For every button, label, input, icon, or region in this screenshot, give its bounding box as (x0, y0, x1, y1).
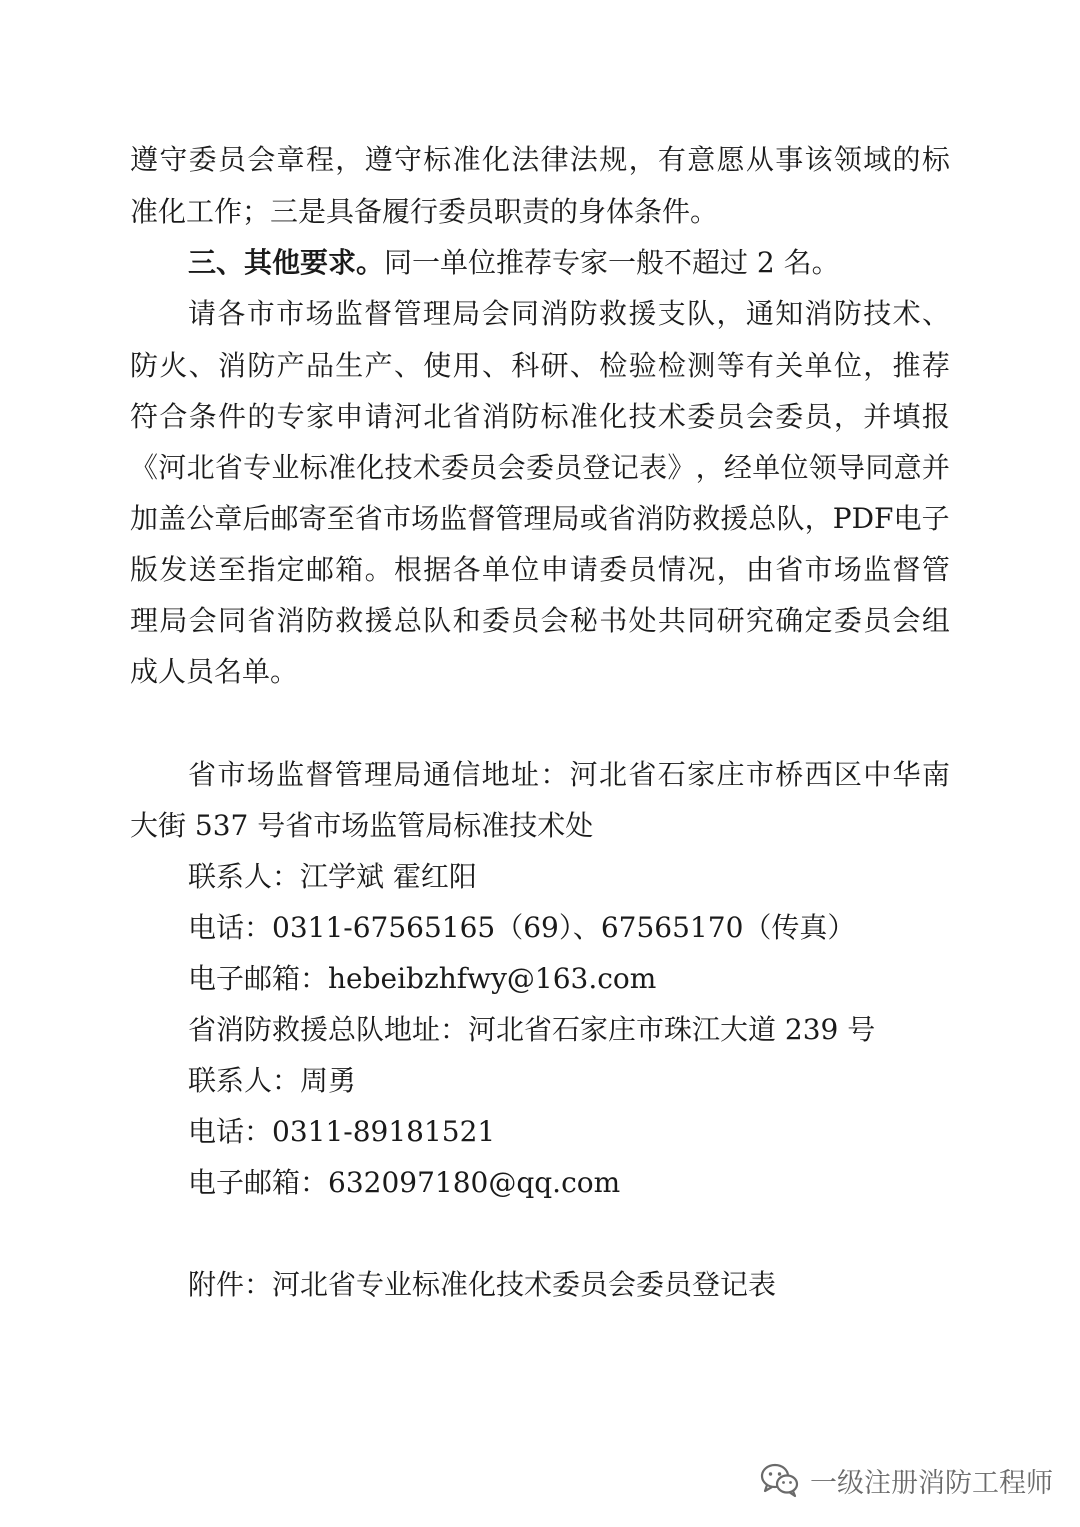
section3-paragraph (188, 245, 840, 281)
para2-line4: 《 河 北 省 专 业 标 准 化 技 术 委 员 会 委 员 登 记 表 》 ， 经 单 位 领 导 同 意 并 (130, 451, 950, 484)
contact2-person: 联系人：周勇 (188, 1064, 357, 1097)
watermark (760, 1458, 1053, 1502)
contact1-address-line1: 省 市 场 监 督 管 理 局 通 信 地 址 ： 河 北 省 石 家 庄 市 桥 西 区 中 华 南 (188, 758, 950, 791)
para1-line2: 准化工作；三是具备履行委员职责的身体条件。 (130, 195, 719, 228)
para2-line5: 加 盖 公 章 后 邮 寄 至 省 市 场 监 督 管 理 局 或 省 消 防 救 援 总 队 ， PDF 电 子 (130, 502, 950, 535)
section3-heading: 三、其他要求。 (188, 246, 385, 279)
section3-text: 同一单位推荐专家一般不超过 2 名。 (384, 246, 840, 279)
para2-line3: 符 合 条 件 的 专 家 申 请 河 北 省 消 防 标 准 化 技 术 委 员 会 委 员 ， 并 填 报 (130, 400, 950, 433)
para2-line6: 版 发 送 至 指 定 邮 箱 。 根 据 各 单 位 申 请 委 员 情 况 ， 由 省 市 场 监 督 管 (130, 553, 950, 586)
contact2-phone: 电话：0311-89181521 (188, 1115, 496, 1148)
para2-line2: 防 火 、 消 防 产 品 生 产 、 使 用 、 科 研 、 检 验 检 测 等 有 关 单 位 ， 推 荐 (130, 349, 950, 382)
para2-line8: 成人员名单。 (130, 655, 299, 688)
para1-line1: 遵 守 委 员 会 章 程 ， 遵 守 标 准 化 法 律 法 规 ， 有 意 愿 从 事 该 领 域 的 标 (130, 143, 950, 176)
contact2-email: 电子邮箱：632097180@qq.com (188, 1166, 621, 1199)
watermark-text: 一级注册消防工程师 (810, 1467, 1053, 1499)
wechat-icon (760, 1462, 800, 1498)
contact2-address: 省消防救援总队地址：河北省石家庄市珠江大道 239 号 (188, 1013, 876, 1046)
para2-line7: 理 局 会 同 省 消 防 救 援 总 队 和 委 员 会 秘 书 处 共 同 研 究 确 定 委 员 会 组 (130, 604, 950, 637)
contact1-email: 电子邮箱：hebeibzhfwy@163.com (188, 962, 657, 995)
para2-line1: 请 各 市 市 场 监 督 管 理 局 会 同 消 防 救 援 支 队 ， 通 知 消 防 技 术 、 (188, 297, 950, 330)
contact1-person: 联系人：江学斌 霍红阳 (188, 860, 477, 893)
contact1-address-line2: 大街 537 号省市场监管局标准技术处 (130, 809, 594, 842)
attachment-line: 附件：河北省专业标准化技术委员会委员登记表 (188, 1268, 777, 1301)
contact1-phone: 电话：0311-67565165（69）、67565170（传真） (188, 911, 856, 944)
